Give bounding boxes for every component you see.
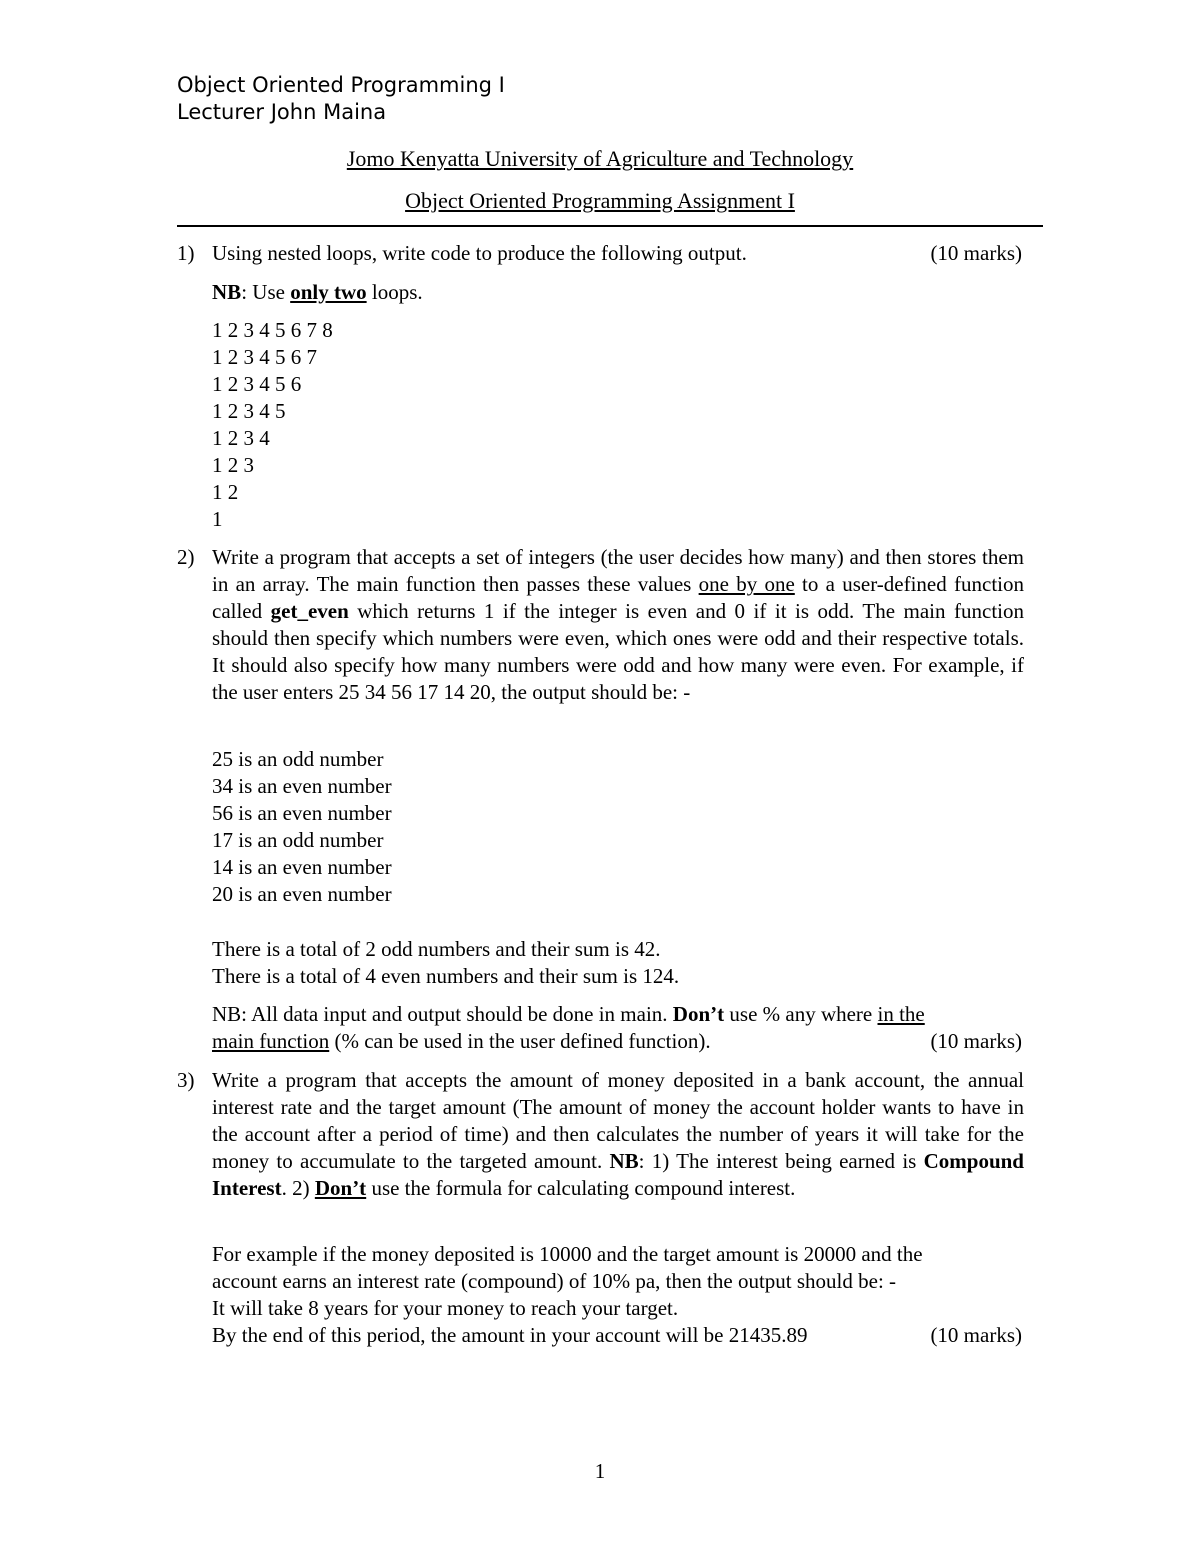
q1-number: 1) <box>177 241 195 265</box>
q1-nb-text: : Use <box>241 280 291 304</box>
q1-output <box>212 317 1024 533</box>
q2-text-c: which returns 1 if the integer is even and 0 if it is odd. The main function should then specify which numbers were even, which ones were odd and their respective totals. It should also specify how many numbers were odd and how many were even. For example, if the user enters 25 34 56 17 14 20, the output should be: - <box>212 599 1024 704</box>
q1-text: Using nested loops, write code to produce the following output. <box>212 241 747 265</box>
q3-text-c: . 2) <box>281 1176 315 1200</box>
q2-output <box>212 746 1024 908</box>
q2-function-name: get_even <box>270 599 349 623</box>
q3-text-d: use the formula for calculating compound interest. <box>366 1176 796 1200</box>
q1-nb-post: loops. <box>366 280 423 304</box>
q2-note-b: use % any where <box>724 1002 878 1026</box>
page-number: 1 <box>594 1459 606 1483</box>
q2-note-a: NB: All data input and output should be done in main. <box>212 1002 673 1026</box>
q2-output-line: 34 is an even number <box>212 774 392 798</box>
q3-text-b: : 1) The interest being earned is <box>638 1149 924 1173</box>
q1-nb-emphasis: only two <box>290 280 367 304</box>
q2-marks: (10 marks) <box>930 1029 1022 1053</box>
q1-output-line: 1 2 <box>212 480 239 504</box>
q2-totals <box>212 936 1024 990</box>
q1-output-line: 1 <box>212 507 223 531</box>
q2-output-line: 17 is an odd number <box>212 828 384 852</box>
q2-output-line: 14 is an even number <box>212 855 392 879</box>
q2-output-line: 25 is an odd number <box>212 747 384 771</box>
course-title: Object Oriented Programming I <box>177 73 505 97</box>
q2-text-b: to a user-defined function called <box>212 572 1024 623</box>
q2-note <box>212 1001 1024 1055</box>
q2-output-line: 56 is an even number <box>212 801 392 825</box>
q2-output-line: 20 is an even number <box>212 882 392 906</box>
q3-example-line: For example if the money deposited is 10000 and the target amount is 20000 and the <box>212 1242 923 1266</box>
q2-text-a: Write a program that accepts a set of integers (the user decides how many) and then stores them in an array. The main function then passes these values <box>212 545 1024 596</box>
university-title: Jomo Kenyatta University of Agriculture and Technology <box>346 146 854 171</box>
q3-example <box>212 1241 1024 1349</box>
q2-note-c: (% can be used in the user defined function). <box>329 1029 711 1053</box>
q2-text-underlined: one by one <box>698 572 795 596</box>
q3-text-a: Write a program that accepts the amount of money deposited in a bank account, the annual interest rate and the target amount (The amount of money the account holder wants to have in the account after a period of time) and then calculates the number of years it will take for the money to accumulate to the targeted amount. <box>212 1068 1024 1173</box>
lecturer-name: Lecturer John Maina <box>177 100 387 124</box>
q3-compound-interest: Compound Interest <box>212 1149 1024 1200</box>
q1-output-line: 1 2 3 4 5 6 7 <box>212 345 317 369</box>
q3-dont: Don’t <box>314 1176 367 1200</box>
q3-example-line: account earns an interest rate (compound) of 10% pa, then the output should be: - <box>212 1269 897 1293</box>
q1-nb-label: NB <box>212 280 242 304</box>
title-divider <box>177 225 1043 227</box>
q3-example-line: It will take 8 years for your money to reach your target. <box>212 1296 679 1320</box>
q3-nb-label: NB <box>609 1149 639 1173</box>
q3-marks: (10 marks) <box>930 1323 1022 1347</box>
q3-text <box>212 1067 1024 1202</box>
q3-number: 3) <box>177 1068 195 1092</box>
q1-output-line: 1 2 3 <box>212 453 254 477</box>
q1-output-line: 1 2 3 4 <box>212 426 270 450</box>
q3-example-line: By the end of this period, the amount in your account will be 21435.89 <box>212 1323 808 1347</box>
q1-output-line: 1 2 3 4 5 6 <box>212 372 302 396</box>
q1-note <box>212 279 1024 306</box>
q2-note-underline-2: main function <box>212 1029 330 1053</box>
q1-output-line: 1 2 3 4 5 <box>212 399 286 423</box>
assignment-title: Object Oriented Programming Assignment I <box>405 188 795 213</box>
q1-marks: (10 marks) <box>930 241 1022 265</box>
q2-total-line: There is a total of 2 odd numbers and their sum is 42. <box>212 937 661 961</box>
q2-note-bold: Don’t <box>672 1002 725 1026</box>
q2-total-line: There is a total of 4 even numbers and their sum is 124. <box>212 964 680 988</box>
q2-text <box>212 544 1024 706</box>
q2-number: 2) <box>177 545 195 569</box>
q2-note-underline-1: in the <box>877 1002 925 1026</box>
q1-output-line: 1 2 3 4 5 6 7 8 <box>212 318 333 342</box>
